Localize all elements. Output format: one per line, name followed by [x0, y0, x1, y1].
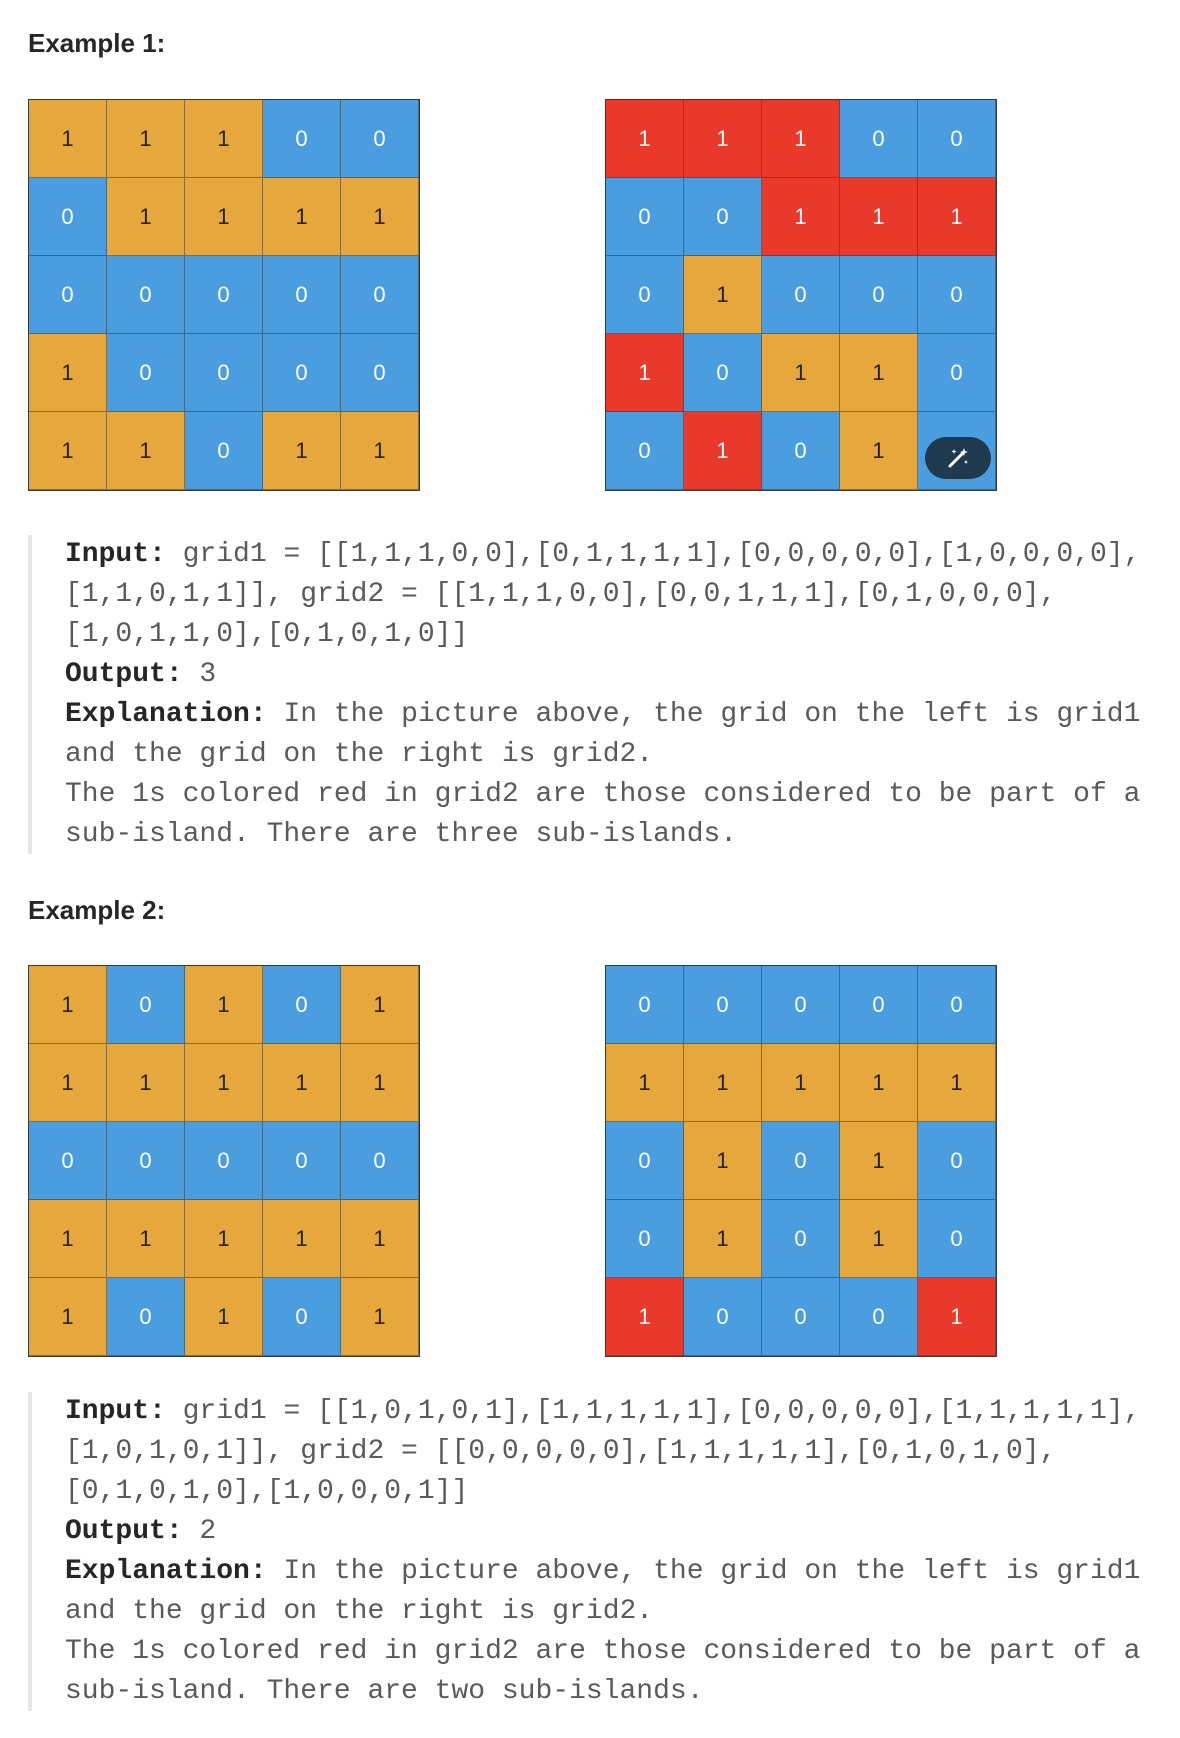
example-1-explanation-line-1: [65, 695, 1148, 735]
example-2-grid1-cell: 1: [29, 1044, 107, 1122]
example-2-grid1-cell: 1: [29, 1278, 107, 1356]
example-2-output-line: [65, 1512, 1148, 1552]
example-1-grid1-cell: 0: [341, 334, 419, 412]
example-2-grid1-cell: 0: [29, 1122, 107, 1200]
example-1-grid1-cell: 0: [107, 256, 185, 334]
example-2-grid1-cell: 0: [263, 1122, 341, 1200]
example-2-explanation-line-1: [65, 1552, 1148, 1592]
example-1-grid1-cell: 1: [263, 412, 341, 490]
example-2-grid2-cell: 0: [918, 1200, 996, 1278]
example-1-grid1-cell: 1: [185, 100, 263, 178]
example-1-grid2-cell: 1: [762, 100, 840, 178]
example-1-grid1-cell: 1: [107, 100, 185, 178]
example-1-grid1-cell: 0: [341, 256, 419, 334]
example-1-grid2-cell: 1: [840, 178, 918, 256]
example-2-grid1-cell: 1: [263, 1044, 341, 1122]
example-1-grid2-cell: 0: [606, 178, 684, 256]
example-2-grid1: [28, 965, 420, 1357]
example-2-grid1-cell: 1: [185, 1278, 263, 1356]
explanation-text: In the picture above, the grid on the left is grid1: [266, 699, 1141, 730]
input-label: Input:: [65, 539, 166, 570]
example-1-grid2-cell: 0: [684, 178, 762, 256]
example-1-grid2-cell: 1: [762, 178, 840, 256]
example-1-grid1-cell: 0: [263, 334, 341, 412]
example-2-grid2-cell: 1: [606, 1278, 684, 1356]
example-1-grid1-cell: 0: [29, 256, 107, 334]
example-1-explanation-block: [28, 535, 1148, 854]
example-2-grid1-cell: 1: [185, 1200, 263, 1278]
example-1-grid2-cell: 1: [762, 334, 840, 412]
example-2-input-line-1: [65, 1392, 1148, 1432]
magic-wand-icon: [945, 445, 971, 471]
example-2-grid1-cell: 0: [263, 966, 341, 1044]
example-1-grid2: [605, 99, 997, 491]
example-2-grid1-cell: 0: [263, 1278, 341, 1356]
example-1-grid1-cell: 1: [107, 178, 185, 256]
example-2-grid2-cell: 0: [684, 966, 762, 1044]
example-2-grid2-cell: 1: [918, 1044, 996, 1122]
example-2-grid2-cell: 0: [840, 1278, 918, 1356]
example-1-grid2-cell: 1: [684, 256, 762, 334]
explanation-label: Explanation:: [65, 1556, 267, 1587]
example-2-grid2: [605, 965, 997, 1357]
example-1-grid2-cell: 1: [684, 100, 762, 178]
example-2-grid1-cell: 0: [107, 1122, 185, 1200]
example-1-grid2-cell: 0: [918, 100, 996, 178]
example-2-grid2-cell: 1: [606, 1044, 684, 1122]
example-1-grid1-cell: 1: [341, 178, 419, 256]
example-1-grid2-cell: 0: [918, 334, 996, 412]
example-2-grid2-cell: 1: [684, 1122, 762, 1200]
example-2-grid2-cell: 0: [762, 1200, 840, 1278]
example-1-grid2-cell: 1: [918, 178, 996, 256]
example-2-grid2-cell: 0: [918, 1122, 996, 1200]
example-1-grid2-cell: 1: [606, 334, 684, 412]
example-1-grid1-cell: 0: [107, 334, 185, 412]
example-1-grid2-cell: 0: [840, 100, 918, 178]
example-2-grid1-cell: 0: [341, 1122, 419, 1200]
example-1-grid2-cell: 1: [840, 412, 918, 490]
input-label: Input:: [65, 1396, 166, 1427]
example-2-grid1-cell: 0: [107, 1278, 185, 1356]
explanation-label: Explanation:: [65, 699, 267, 730]
example-1-grid2-cell: 0: [762, 256, 840, 334]
example-1-grid1-cell: 1: [29, 100, 107, 178]
example-1-grid1-cell: 1: [29, 412, 107, 490]
example-1-grid2-cell: 0: [684, 334, 762, 412]
output-value: 2: [182, 1516, 217, 1547]
example-2-explanation-line-3: The 1s colored red in grid2 are those considered to be part of a: [65, 1636, 1141, 1667]
example-2-grid2-cell: 1: [840, 1200, 918, 1278]
explanation-text: In the picture above, the grid on the left is grid1: [266, 1556, 1141, 1587]
input-text: grid1 = [[1,0,1,0,1],[1,1,1,1,1],[0,0,0,0,0],[1,1,1,1,1],: [165, 1396, 1141, 1427]
example-1-explanation-line-2: and the grid on the right is grid2.: [65, 739, 654, 770]
example-1-input-line-1: [65, 535, 1148, 575]
example-2-grid2-cell: 1: [918, 1278, 996, 1356]
example-2-grid1-cell: 1: [185, 1044, 263, 1122]
example-1-grid1-cell: 1: [341, 412, 419, 490]
example-1-grid1-cell: 0: [263, 100, 341, 178]
example-2-grid2-cell: 0: [840, 966, 918, 1044]
example-2-grid2-cell: 1: [840, 1122, 918, 1200]
example-2-grid1-cell: 1: [263, 1200, 341, 1278]
example-2-grid2-cell: 0: [606, 966, 684, 1044]
example-2-explanation-line-4: sub-island. There are two sub-islands.: [65, 1676, 704, 1707]
example-1-grid2-cell: 1: [840, 334, 918, 412]
example-1-grid1-cell: 0: [263, 256, 341, 334]
example-1-input-line-3: [1,0,1,1,0],[0,1,0,1,0]]: [65, 619, 469, 650]
example-1-grid1-cell: 0: [341, 100, 419, 178]
example-2-grid2-cell: 0: [762, 966, 840, 1044]
example-2-grid2-cell: 0: [918, 966, 996, 1044]
example-2-grid2-cell: 0: [762, 1122, 840, 1200]
input-text: grid1 = [[1,1,1,0,0],[0,1,1,1,1],[0,0,0,0,0],[1,0,0,0,0],: [165, 539, 1141, 570]
example-2-grid1-cell: 1: [341, 1278, 419, 1356]
example-2-explanation-line-2: and the grid on the right is grid2.: [65, 1596, 654, 1627]
example-2-grid1-cell: 1: [107, 1200, 185, 1278]
example-1-input-line-2: [1,1,0,1,1]], grid2 = [[1,1,1,0,0],[0,0,1,1,1],[0,1,0,0,0],: [65, 579, 1057, 610]
example-1-grid1-cell: 1: [29, 334, 107, 412]
example-1-grid2-cell: 0: [840, 256, 918, 334]
example-2-grid1-cell: 1: [341, 1200, 419, 1278]
example-1-grid2-cell: 0: [606, 412, 684, 490]
example-2-grid2-cell: 1: [684, 1200, 762, 1278]
example-2-heading: Example 2:: [28, 895, 166, 925]
example-1-grid1-cell: 1: [107, 412, 185, 490]
example-1-grid2-cell: 1: [684, 412, 762, 490]
magic-edit-button[interactable]: [925, 437, 991, 479]
example-1-grid1-cell: 1: [185, 178, 263, 256]
example-1-explanation-line-3: The 1s colored red in grid2 are those considered to be part of a: [65, 779, 1141, 810]
example-2-grid2-cell: 1: [840, 1044, 918, 1122]
example-2-grid2-cell: 1: [684, 1044, 762, 1122]
example-1-grid1-cell: 1: [263, 178, 341, 256]
example-1-grid2-cell: 0: [918, 256, 996, 334]
example-2-grid1-cell: 0: [185, 1122, 263, 1200]
example-2-grid2-cell: 0: [684, 1278, 762, 1356]
example-1-grid1-cell: 0: [185, 334, 263, 412]
example-2-grid2-cell: 0: [762, 1278, 840, 1356]
example-1-grid1-cell: 0: [185, 412, 263, 490]
example-2-grid2-cell: 0: [606, 1122, 684, 1200]
example-2-grid1-cell: 1: [107, 1044, 185, 1122]
output-label: Output:: [65, 1516, 183, 1547]
example-2-grid1-cell: 1: [29, 1200, 107, 1278]
example-1-grid1-cell: 0: [29, 178, 107, 256]
output-value: 3: [182, 659, 217, 690]
example-1-grid1-cell: 0: [185, 256, 263, 334]
example-1-output-line: [65, 655, 1148, 695]
example-2-grid1-cell: 1: [341, 966, 419, 1044]
example-2-grid1-cell: 0: [107, 966, 185, 1044]
example-2-grid2-cell: 0: [606, 1200, 684, 1278]
example-2-grid2-cell: 1: [762, 1044, 840, 1122]
example-1-grid2-cell: 0: [762, 412, 840, 490]
example-1-grid2-cell: 1: [606, 100, 684, 178]
example-2-explanation-block: [28, 1392, 1148, 1711]
example-2-input-line-3: [0,1,0,1,0],[1,0,0,0,1]]: [65, 1476, 469, 1507]
output-label: Output:: [65, 659, 183, 690]
example-2-input-line-2: [1,0,1,0,1]], grid2 = [[0,0,0,0,0],[1,1,1,1,1],[0,1,0,1,0],: [65, 1436, 1057, 1467]
example-2-grid1-cell: 1: [341, 1044, 419, 1122]
example-1-explanation-line-4: sub-island. There are three sub-islands.: [65, 819, 738, 850]
example-1-grid2-cell: 0: [606, 256, 684, 334]
example-2-grid1-cell: 1: [185, 966, 263, 1044]
example-2-grid1-cell: 1: [29, 966, 107, 1044]
example-1-grid1: [28, 99, 420, 491]
example-1-heading: Example 1:: [28, 28, 166, 58]
